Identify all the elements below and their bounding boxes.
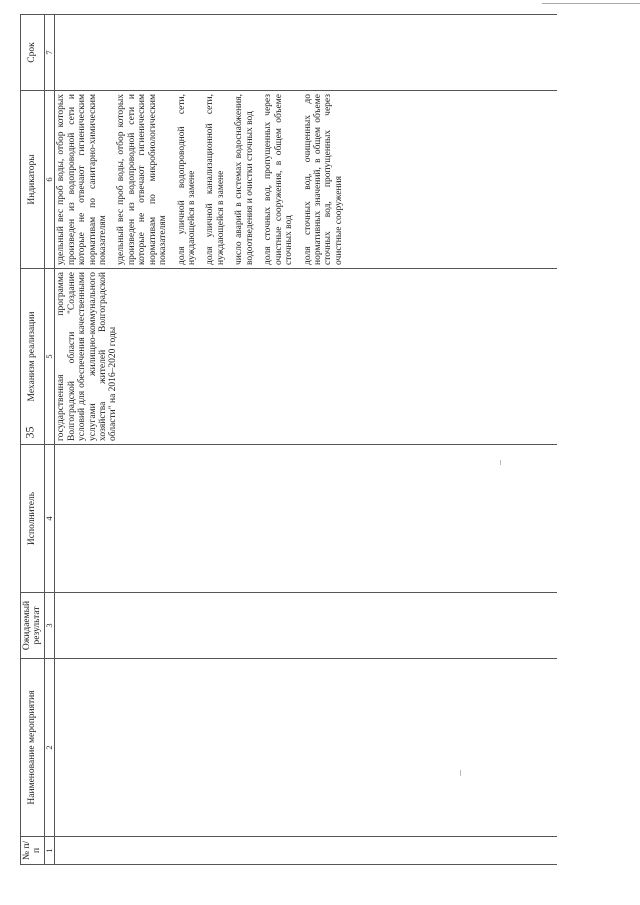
cell-measure-name — [55, 659, 558, 837]
colnum-3: 3 — [44, 593, 54, 659]
colnum-5: 5 — [44, 269, 54, 445]
cell-indicators — [55, 91, 558, 269]
cell-term — [55, 15, 558, 91]
indicator-item: удельный вес проб воды, отбор которых произведен из водопроводной сети и которые не отвечают гигиеническим нормативам по санитарно-химическим показателям — [56, 94, 108, 265]
header-measure-name: Наименование мероприятия — [21, 659, 45, 837]
header-executor: Исполнитель — [21, 445, 45, 593]
colnum-6: 6 — [44, 91, 54, 269]
indicator-item: доля сточных вод, пропущенных через очистные сооружения, в общем объеме сточных вод — [263, 94, 295, 265]
indicator-item: доля уличной канализационной сети, нуждающейся в замене — [205, 94, 226, 265]
header-mechanism: Механизм реализации — [21, 269, 45, 445]
cell-mechanism: государственная программа Волгоградской области "Создание условий для обеспечения качественными услугами жилищно-коммунального хозяйства жителей Волгоградской области" на 2016–2020 годы — [55, 269, 558, 445]
header-indicators: Индикаторы — [21, 91, 45, 269]
measures-table — [20, 14, 557, 865]
indicator-item: число аварий в системах водоснабжения, водоотведения и очистки сточных вод — [234, 94, 255, 265]
cell-expected-result — [55, 593, 558, 659]
column-number-row — [44, 15, 54, 865]
cell-num — [55, 837, 558, 865]
header-expected-result: Ожидаемый результат — [21, 593, 45, 659]
header-term: Срок — [21, 15, 45, 91]
page-number: 35 — [22, 426, 37, 439]
indicator-item: доля сточных вод, очищенных до нормативных значений, в общем объеме сточных вод, пропущенных через очистные сооружения — [302, 94, 344, 265]
colnum-7: 7 — [44, 15, 54, 91]
scan-artifact-line — [460, 770, 461, 776]
indicator-item: удельный вес проб воды, отбор которых произведен из водопроводной сети и которые не отвечают гигиеническим нормативам по микробиологическим показателям — [116, 94, 169, 265]
table-row — [55, 15, 558, 865]
rotated-table-container — [20, 15, 590, 865]
top-edge-line — [542, 3, 640, 4]
indicator-item: доля уличной водопроводной сети, нуждающейся в замене — [176, 94, 198, 265]
scan-artifact-line — [500, 460, 501, 465]
header-row — [21, 15, 45, 865]
colnum-1: 1 — [44, 837, 54, 865]
header-num: № п/п — [21, 837, 45, 865]
cell-executor — [55, 445, 558, 593]
colnum-4: 4 — [44, 445, 54, 593]
colnum-2: 2 — [44, 659, 54, 837]
